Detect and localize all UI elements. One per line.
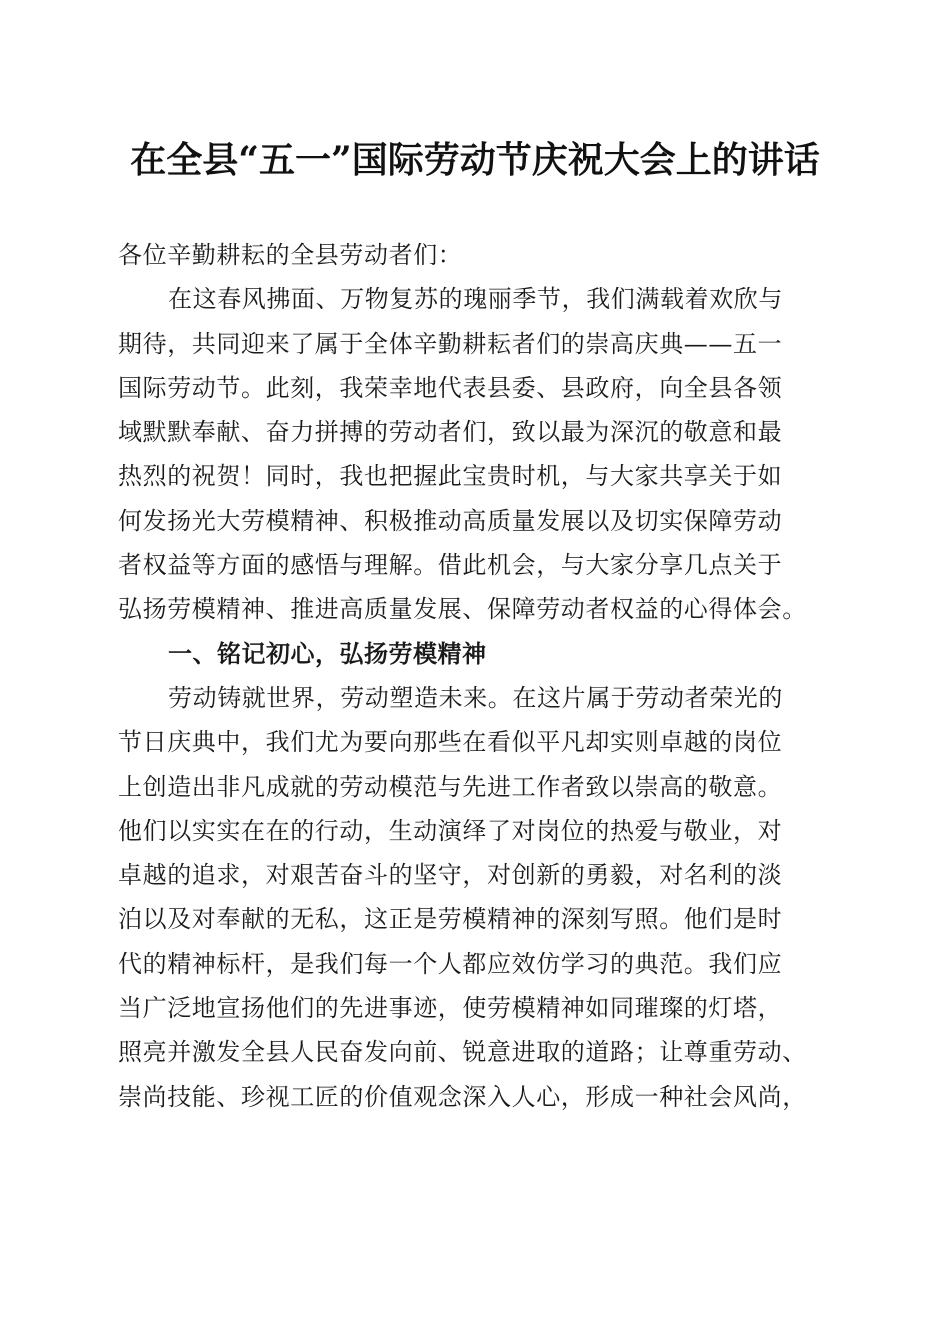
paragraph-line: 当广泛地宣扬他们的先进事迹，使劳模精神如同璀璨的灯塔，: [118, 994, 783, 1023]
paragraph-line: 节日庆典中，我们尤为要向那些在看似平凡却实则卓越的岗位: [118, 728, 783, 757]
paragraph-intro: [118, 277, 836, 631]
paragraph-line: 上创造出非凡成就的劳动模范与先进工作者致以崇高的敬意。: [118, 772, 783, 801]
paragraph-section1: [118, 676, 836, 1119]
document-title: 在全县“五一”国际劳动节庆祝大会上的讲话: [130, 139, 820, 181]
paragraph-line: 他们以实实在在的行动，生动演绎了对岗位的热爱与敬业，对: [118, 816, 783, 845]
paragraph-line: 崇尚技能、珍视工匠的价值观念深入人心，形成一种社会风尚，: [118, 1082, 807, 1111]
paragraph-line: 期待，共同迎来了属于全体辛勤耕耘者们的崇高庆典——五一: [118, 329, 783, 358]
paragraph-line: 在这春风拂面、万物复苏的瑰丽季节，我们满载着欢欣与: [168, 285, 783, 314]
section-heading: 一、铭记初心，弘扬劳模精神: [168, 639, 487, 668]
paragraph-line: 弘扬劳模精神、推进高质量发展、保障劳动者权益的心得体会。: [118, 595, 807, 624]
paragraph-line: 何发扬光大劳模精神、积极推动高质量发展以及切实保障劳动: [118, 506, 783, 535]
paragraph-line: 泊以及对奉献的无私，这正是劳模精神的深刻写照。他们是时: [118, 905, 783, 934]
paragraph-line: 热烈的祝贺！同时，我也把握此宝贵时机，与大家共享关于如: [118, 462, 783, 491]
paragraph-line: 者权益等方面的感悟与理解。借此机会，与大家分享几点关于: [118, 551, 783, 580]
document-body: [118, 233, 836, 1119]
paragraph-line: 代的精神标杆，是我们每一个人都应效仿学习的典范。我们应: [118, 949, 783, 978]
paragraph-line: 域默默奉献、奋力拼搏的劳动者们，致以最为深沉的敬意和最: [118, 418, 783, 447]
paragraph-line: 卓越的追求，对艰苦奋斗的坚守，对创新的勇毅，对名利的淡: [118, 861, 783, 890]
paragraph-line: 劳动铸就世界，劳动塑造未来。在这片属于劳动者荣光的: [168, 683, 783, 712]
paragraph-line: 照亮并激发全县人民奋发向前、锐意进取的道路；让尊重劳动、: [118, 1038, 807, 1067]
salutation: 各位辛勤耕耘的全县劳动者们：: [118, 241, 463, 269]
paragraph-line: 国际劳动节。此刻，我荣幸地代表县委、县政府，向全县各领: [118, 373, 783, 402]
